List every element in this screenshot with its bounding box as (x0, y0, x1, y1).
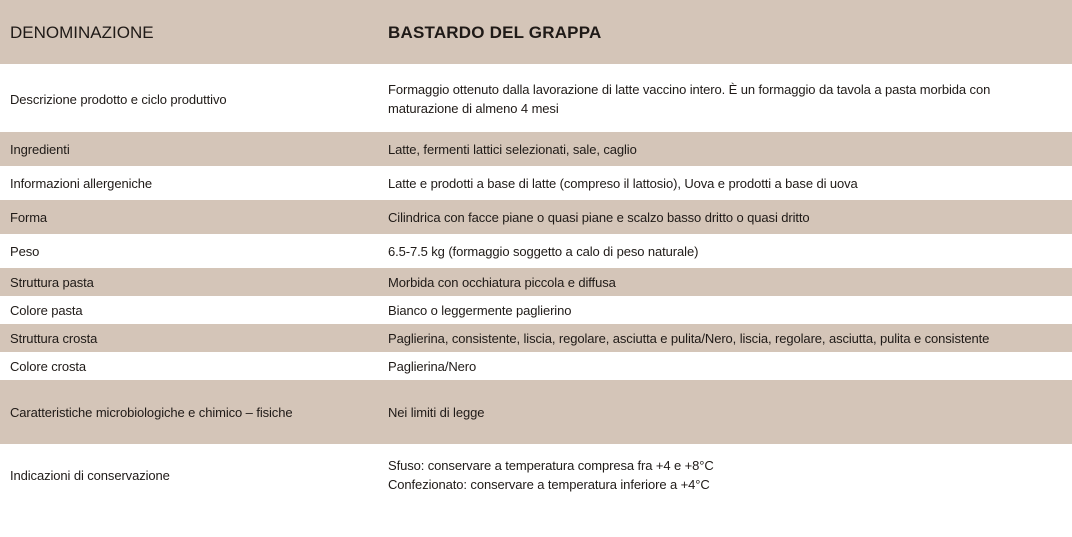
row-label: Peso (10, 243, 40, 259)
row-label: Indicazioni di conservazione (10, 467, 170, 483)
table-row-storage (0, 444, 1072, 506)
row-label: Informazioni allergeniche (10, 175, 153, 191)
table-row-ingredients (0, 132, 1072, 166)
row-value-line: maturazione di almeno 4 mesi (388, 101, 559, 116)
row-value-line: Formaggio ottenuto dalla lavorazione di latte vaccino intero. È un formaggio da tavola a pasta morbida con (388, 82, 991, 97)
table-row-rind-structure (0, 324, 1072, 352)
table-row-paste-structure (0, 268, 1072, 296)
row-value: Cilindrica con facce piane o quasi piane e scalzo basso dritto o quasi dritto (388, 200, 1072, 234)
row-value (388, 66, 1072, 132)
product-name: BASTARDO DEL GRAPPA (388, 0, 1072, 64)
table-row-allergens (0, 166, 1072, 200)
row-value: Morbida con occhiatura piccola e diffusa (388, 268, 1072, 296)
table-row-description (0, 66, 1072, 132)
table-row-paste-color (0, 296, 1072, 324)
row-label: Descrizione prodotto e ciclo produttivo (10, 91, 227, 107)
row-value: Paglierina, consistente, liscia, regolare, asciutta e pulita/Nero, liscia, regolare, asciutta, pulita e consistente (388, 324, 1072, 352)
row-label: Caratteristiche microbiologiche e chimico – fisiche (0, 380, 388, 444)
table-row-weight (0, 234, 1072, 268)
row-value: Bianco o leggermente paglierino (388, 302, 572, 318)
row-label: Forma (0, 200, 388, 234)
row-value: Paglierina/Nero (388, 358, 477, 374)
row-label: Struttura crosta (0, 324, 388, 352)
row-value: 6.5-7.5 kg (formaggio soggetto a calo di peso naturale) (388, 243, 699, 259)
denomination-label: DENOMINAZIONE (0, 0, 388, 64)
table-row-rind-color (0, 352, 1072, 380)
row-value-line: Sfuso: conservare a temperatura compresa fra +4 e +8°C (388, 458, 714, 473)
table-row-shape (0, 200, 1072, 234)
table-row-microbiological (0, 380, 1072, 444)
row-value: Latte e prodotti a base di latte (compreso il lattosio), Uova e prodotti a base di uova (388, 175, 858, 191)
row-value: Latte, fermenti lattici selezionati, sale, caglio (388, 132, 1072, 166)
row-value (388, 444, 1072, 506)
row-label: Colore pasta (10, 302, 83, 318)
row-value: Nei limiti di legge (388, 380, 1072, 444)
table-header-row (0, 0, 1072, 64)
row-value-line: Confezionato: conservare a temperatura inferiore a +4°C (388, 477, 710, 492)
row-label: Ingredienti (0, 132, 388, 166)
row-label: Colore crosta (10, 358, 87, 374)
row-label: Struttura pasta (0, 268, 388, 296)
